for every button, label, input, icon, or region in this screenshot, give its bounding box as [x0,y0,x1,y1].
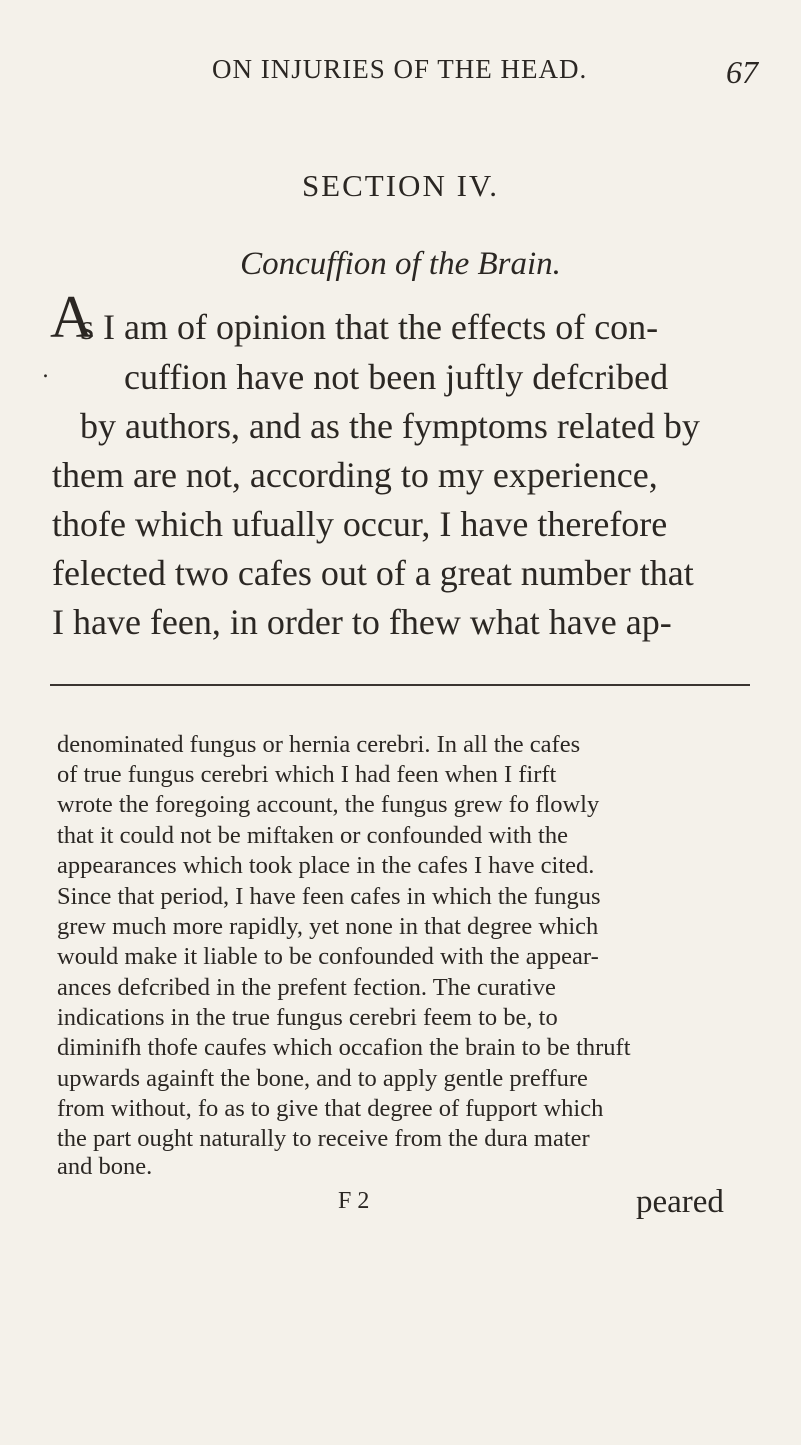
main-text-line: cuffion have not been juftly defcribed [124,357,669,397]
footnote-line: upwards againft the bone, and to apply gentle preffure [57,1065,588,1092]
section-title: Concuffion of the Brain. [240,246,561,282]
footnote-line: ances defcribed in the prefent fection. The curative [57,974,556,1001]
footnote-line: and bone. [57,1153,153,1180]
footnote-line: that it could not be miftaken or confounded with the [57,822,568,849]
footnote-line: appearances which took place in the cafes I have cited. [57,852,595,879]
footnote-line: of true fungus cerebri which I had feen when I firft [57,761,557,788]
running-head: ON INJURIES OF THE HEAD. [212,54,588,84]
drop-cap: A [50,284,94,350]
footnote-line: Since that period, I have feen cafes in which the fungus [57,883,601,910]
footnote-line: from without, fo as to give that degree of fupport which [57,1095,604,1122]
section-heading: SECTION IV. [301,168,500,203]
footnote-line: wrote the foregoing account, the fungus grew fo flowly [57,791,600,818]
footnote-line: would make it liable to be confounded with the appear- [57,943,599,970]
main-text-line: I have feen, in order to fhew what have ap- [52,602,672,642]
footnote-line: the part ought naturally to receive from the dura mater [57,1125,590,1152]
main-text-line: thofe which ufually occur, I have therefore [52,504,668,544]
footnote-line: grew much more rapidly, yet none in that degree which [57,913,599,940]
footnote-line: denominated fungus or hernia cerebri. In all the cafes [57,731,581,758]
page-number: 67 [726,54,758,90]
footnote-line: indications in the true fungus cerebri feem to be, to [57,1004,558,1031]
margin-mark: . [42,358,49,383]
main-text-line: by authors, and as the fymptoms related by [80,406,700,446]
footnote-line: diminifh thofe caufes which occafion the brain to be thruft [57,1034,631,1061]
signature-mark: F 2 [338,1188,370,1214]
main-text-line: s I am of opinion that the effects of con- [80,307,659,347]
main-text-line: felected two cafes out of a great number that [52,553,694,593]
catchword: peared [636,1184,724,1220]
footnote-rule [50,684,750,686]
main-text-line: them are not, according to my experience, [52,455,658,495]
